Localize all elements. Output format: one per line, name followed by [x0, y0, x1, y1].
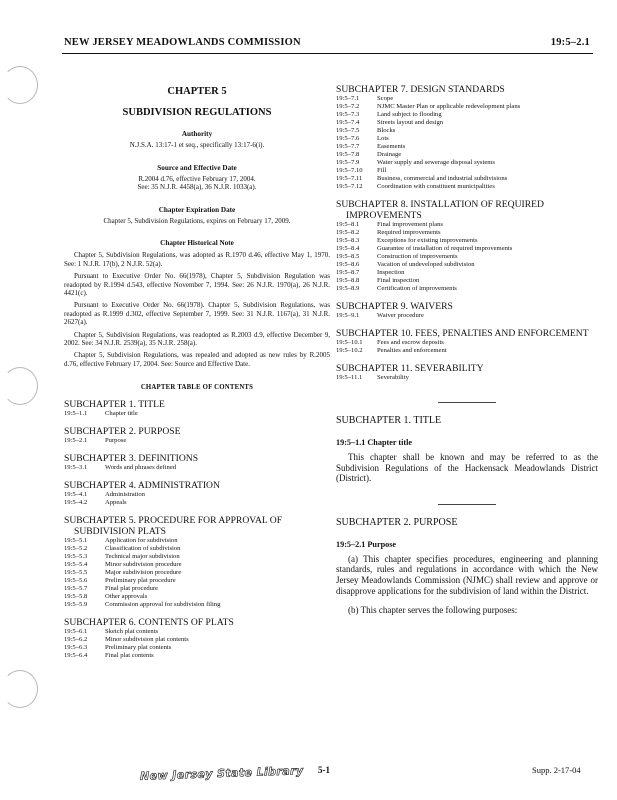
header-rule	[62, 53, 593, 54]
section-2-1-paragraph-b: (b) This chapter serves the following purposes:	[348, 605, 518, 616]
history-note: Pursuant to Executive Order No. 66(1978), Chapter 5, Subdivision Regulation was readopted by R.1994 d.543, effective November 7, 1994. See: 26 N.J.R. 1970(a), 26 N.J.R. 4421(c).	[64, 272, 330, 297]
chapter-title: SUBDIVISION REGULATIONS	[122, 107, 272, 118]
header-section: 19:5–2.1	[550, 37, 590, 48]
toc-subchapter-title: SUBCHAPTER 4. ADMINISTRATION	[64, 480, 220, 492]
section-title: Lots	[377, 135, 389, 142]
section-title: Construction of improvements	[377, 253, 458, 260]
section-2-1-heading: 19:5–2.1 Purpose	[336, 539, 397, 549]
section-number: 19:5–8.5	[336, 253, 360, 260]
left-column	[64, 80, 330, 660]
toc-section	[64, 499, 330, 507]
section-number: 19:5–7.7	[336, 143, 360, 150]
page-footer	[0, 763, 617, 783]
section-title: Classification of subdivision	[105, 545, 181, 553]
section-title: Final plat procedure	[105, 585, 159, 593]
section-title: Blocks	[377, 127, 396, 134]
toc-subchapter-title: SUBCHAPTER 6. CONTENTS OF PLATS	[64, 617, 234, 629]
section-title: Vacation of undeveloped subdivision	[377, 261, 475, 268]
section-number: 19:5–5.7	[64, 585, 88, 593]
history-note: Chapter 5, Subdivision Regulations, was adopted as R.1970 d.46, effective May 1, 1970. See: 1 N.J.R. 17(b), 2 N.J.R. 52(a).	[64, 251, 330, 268]
section-number: 19:5–10.2	[336, 347, 363, 354]
toc-section	[336, 312, 598, 320]
section-number: 19:5–9.1	[336, 312, 360, 319]
section-number: 19:5–8.7	[336, 269, 360, 276]
toc-section	[336, 151, 598, 159]
toc-section	[336, 277, 598, 285]
section-title: Streets layout and design	[377, 119, 444, 126]
section-number: 19:5–7.5	[336, 127, 360, 134]
toc-section	[336, 159, 598, 167]
expiration-text: Chapter 5, Subdivision Regulations, expires on February 17, 2009.	[103, 216, 291, 225]
source-line-2: See: 35 N.J.R. 4458(a), 36 N.J.R. 1033(a).	[137, 183, 257, 192]
toc-section	[336, 339, 598, 347]
section-title: Preliminary plat procedure	[105, 577, 176, 585]
history-note: Pursuant to Executive Order No. 66(1978). Chapter 5, Subdivision Regulations, was readopted as R.1999 d.302, effective September 7, 1999. See: 31 N.J.R. 1167(a), 31 N.J.R. 2627(a).	[64, 301, 330, 327]
section-number: 19:5–3.1	[64, 464, 88, 472]
section-number: 19:5–5.8	[64, 593, 88, 601]
section-title: Guarantee of installation of required improvements	[377, 245, 513, 252]
toc-section	[336, 143, 598, 151]
toc-section	[336, 237, 598, 245]
section-number: 19:5–7.10	[336, 167, 363, 174]
section-title: Severability	[377, 374, 409, 381]
toc-section	[64, 628, 330, 636]
section-number: 19:5–2.1	[64, 437, 88, 445]
section-title: Inspection	[377, 269, 405, 276]
history-notes	[64, 251, 330, 368]
expiration-heading: Chapter Expiration Date	[158, 205, 236, 214]
section-title: Commission approval for subdivision filing	[105, 601, 221, 609]
toc-section	[64, 593, 330, 601]
section-number: 19:5–5.2	[64, 545, 88, 553]
section-title: Final inspection	[377, 277, 420, 284]
toc-section	[64, 652, 330, 660]
section-title: Business, commercial and industrial subdivisions	[377, 175, 508, 182]
chapter-number: CHAPTER 5	[167, 86, 227, 97]
toc-section	[64, 410, 330, 418]
section-divider	[438, 402, 496, 403]
authority-heading: Authority	[181, 130, 213, 138]
section-title: Administration	[105, 491, 145, 499]
section-1-1-heading: 19:5–1.1 Chapter title	[336, 438, 413, 447]
section-title: Easements	[377, 143, 406, 150]
section-number: 19:5–8.4	[336, 245, 360, 252]
toc-subchapter-title: SUBCHAPTER 9. WAIVERS	[336, 301, 453, 312]
toc-section	[336, 221, 598, 229]
toc-subchapter-title: SUBCHAPTER 8. INSTALLATION OF REQUIRED IMPROVEMENTS	[336, 199, 544, 221]
toc-section	[64, 585, 330, 593]
authority-text: N.J.S.A. 13:17-1 et seq., specifically 13:17-6(i).	[129, 141, 265, 149]
section-title: Certification of improvements	[377, 285, 457, 292]
punch-hole-icon	[2, 367, 38, 405]
toc-section	[64, 561, 330, 569]
source-line-1: R.2004 d.76, effective February 17, 2004.	[138, 174, 256, 183]
running-header	[64, 37, 590, 51]
section-number: 19:5–6.4	[64, 652, 88, 660]
section-title: Minor subdivision procedure	[105, 561, 182, 569]
section-title: Minor subdivision plat contents	[105, 636, 189, 644]
toc-section	[64, 464, 330, 472]
header-agency: NEW JERSEY MEADOWLANDS COMMISSION	[64, 37, 301, 48]
toc-section	[64, 644, 330, 652]
toc-section	[336, 261, 598, 269]
history-note: Chapter 5, Subdivision Regulations, was readopted as R.2003 d.9, effective December 9, 2002. See: 34 N.J.R. 2539(a), 35 N.J.R. 258(a).	[64, 330, 330, 348]
section-title: Chapter title	[105, 410, 138, 418]
section-divider	[438, 504, 496, 505]
toc-section	[336, 269, 598, 277]
section-title: Final improvement plans	[377, 221, 443, 228]
toc-section	[336, 135, 598, 143]
punch-hole-icon	[2, 66, 38, 104]
toc-subchapter-title: SUBCHAPTER 10. FEES, PENALTIES AND ENFORCEMENT	[336, 328, 589, 339]
section-title: Land subject to flooding	[377, 111, 442, 118]
section-2-1-paragraph-a: (a) This chapter specifies procedures, engineering and planning standards, rules and regulations in accordance with which the New Jersey Meadowlands Commission (NJMC) shall review and approve or disapprove applications for the subdivision of land within the District.	[336, 553, 598, 596]
toc-section	[336, 183, 598, 191]
page-number: 5-1	[318, 765, 330, 775]
section-title: Final plat contents	[105, 652, 154, 660]
section-number: 19:5–4.1	[64, 491, 88, 499]
toc-section	[336, 347, 598, 355]
section-title: Required improvements	[377, 229, 441, 236]
section-title: Major subdivision procedure	[105, 569, 182, 577]
toc-section	[64, 437, 330, 445]
section-title: Fill	[377, 167, 387, 174]
toc-section	[64, 491, 330, 499]
toc-section	[336, 229, 598, 237]
section-title: Drainage	[377, 151, 402, 158]
toc-section	[64, 601, 330, 609]
toc-right	[336, 84, 598, 382]
section-number: 19:5–8.3	[336, 237, 360, 244]
toc-section	[336, 127, 598, 135]
section-number: 19:5–5.9	[64, 601, 88, 609]
toc-section	[336, 111, 598, 119]
source-heading: Source and Effective Date	[157, 163, 237, 172]
subchapter-2-heading: SUBCHAPTER 2. PURPOSE	[336, 516, 458, 528]
toc-section	[64, 636, 330, 644]
section-title: Purpose	[105, 437, 127, 445]
toc-subchapter-title: SUBCHAPTER 11. SEVERABILITY	[336, 363, 484, 374]
toc-subchapter-title: SUBCHAPTER 7. DESIGN STANDARDS	[336, 84, 505, 95]
toc-section	[64, 545, 330, 553]
subchapter-1-heading: SUBCHAPTER 1. TITLE	[336, 415, 442, 426]
section-number: 19:5–6.3	[64, 644, 88, 652]
toc-section	[336, 175, 598, 183]
section-title: Preliminary plat contents	[105, 644, 172, 652]
toc-section	[64, 537, 330, 545]
library-stamp: New Jersey State Library	[139, 764, 304, 783]
section-title: Words and phrases defined	[105, 464, 177, 472]
section-title: Fees and escrow deposits	[377, 339, 444, 346]
section-title: Sketch plat contents	[105, 628, 159, 636]
section-number: 19:5–5.1	[64, 537, 88, 545]
toc-subchapter-title: SUBCHAPTER 2. PURPOSE	[64, 426, 181, 438]
toc-section	[64, 553, 330, 561]
section-number: 19:5–5.4	[64, 561, 88, 569]
section-number: 19:5–5.6	[64, 577, 88, 585]
toc-section	[336, 374, 598, 382]
section-number: 19:5–7.1	[336, 95, 360, 102]
section-number: 19:5–8.1	[336, 221, 360, 228]
section-number: 19:5–10.1	[336, 339, 363, 346]
section-number: 19:5–7.3	[336, 111, 360, 118]
section-title: Waiver procedure	[377, 312, 424, 319]
toc-subchapter-title: SUBCHAPTER 5. PROCEDURE FOR APPROVAL OF SUBDIVISION PLATS	[64, 515, 283, 538]
section-1-1-text: This chapter shall be known and may be referred to as the Subdivision Regulations of the Hackensack Meadowlands District (District).	[336, 452, 598, 484]
toc-subchapter-title: SUBCHAPTER 3. DEFINITIONS	[64, 453, 199, 465]
section-number: 19:5–7.11	[336, 175, 363, 182]
toc-heading: CHAPTER TABLE OF CONTENTS	[140, 384, 254, 392]
history-heading: Chapter Historical Note	[160, 239, 234, 248]
section-title: Technical major subdivision	[105, 553, 180, 561]
section-number: 19:5–7.9	[336, 159, 360, 166]
section-number: 19:5–7.6	[336, 135, 360, 142]
section-number: 19:5–4.2	[64, 499, 88, 507]
section-title: Appeals	[105, 499, 127, 507]
toc-section	[336, 253, 598, 261]
section-number: 19:5–8.8	[336, 277, 360, 284]
right-column	[336, 84, 598, 616]
section-number: 19:5–5.3	[64, 553, 88, 561]
toc-section	[64, 577, 330, 585]
section-title: Water supply and sewerage disposal systems	[377, 159, 495, 166]
section-number: 19:5–6.2	[64, 636, 88, 644]
toc-section	[64, 569, 330, 577]
section-title: Application for subdivision	[105, 537, 178, 545]
section-title: NJMC Master Plan or applicable redevelopment plans	[377, 103, 521, 110]
section-title: Scope	[377, 95, 394, 102]
toc-section	[336, 285, 598, 293]
toc-section	[336, 167, 598, 175]
section-number: 19:5–7.4	[336, 119, 360, 126]
section-number: 19:5–7.8	[336, 151, 360, 158]
section-number: 19:5–11.1	[336, 374, 363, 381]
section-title: Coordination with constituent municipalities	[377, 183, 495, 190]
supplement-date: Supp. 2-17-04	[532, 765, 581, 775]
section-title: Penalties and enforcement	[377, 347, 447, 354]
section-number: 19:5–8.2	[336, 229, 360, 236]
toc-left	[64, 399, 330, 660]
toc-section	[336, 245, 598, 253]
section-number: 19:5–1.1	[64, 410, 88, 418]
toc-section	[336, 103, 598, 111]
toc-section	[336, 119, 598, 127]
section-number: 19:5–8.9	[336, 285, 360, 292]
section-number: 19:5–6.1	[64, 628, 88, 636]
section-number: 19:5–8.6	[336, 261, 360, 268]
toc-subchapter-title: SUBCHAPTER 1. TITLE	[64, 399, 165, 411]
section-title: Exceptions for existing improvements	[377, 237, 478, 244]
section-number: 19:5–7.2	[336, 103, 360, 110]
section-number: 19:5–5.5	[64, 569, 88, 577]
history-note: Chapter 5, Subdivision Regulations, was repealed and adopted as new rules by R.2005 d.76, effective February 17, 2004. See: Source and Effective Date.	[64, 351, 330, 368]
toc-section	[336, 95, 598, 103]
section-number: 19:5–7.12	[336, 183, 363, 190]
section-title: Other approvals	[105, 593, 148, 601]
punch-hole-icon	[2, 670, 38, 708]
